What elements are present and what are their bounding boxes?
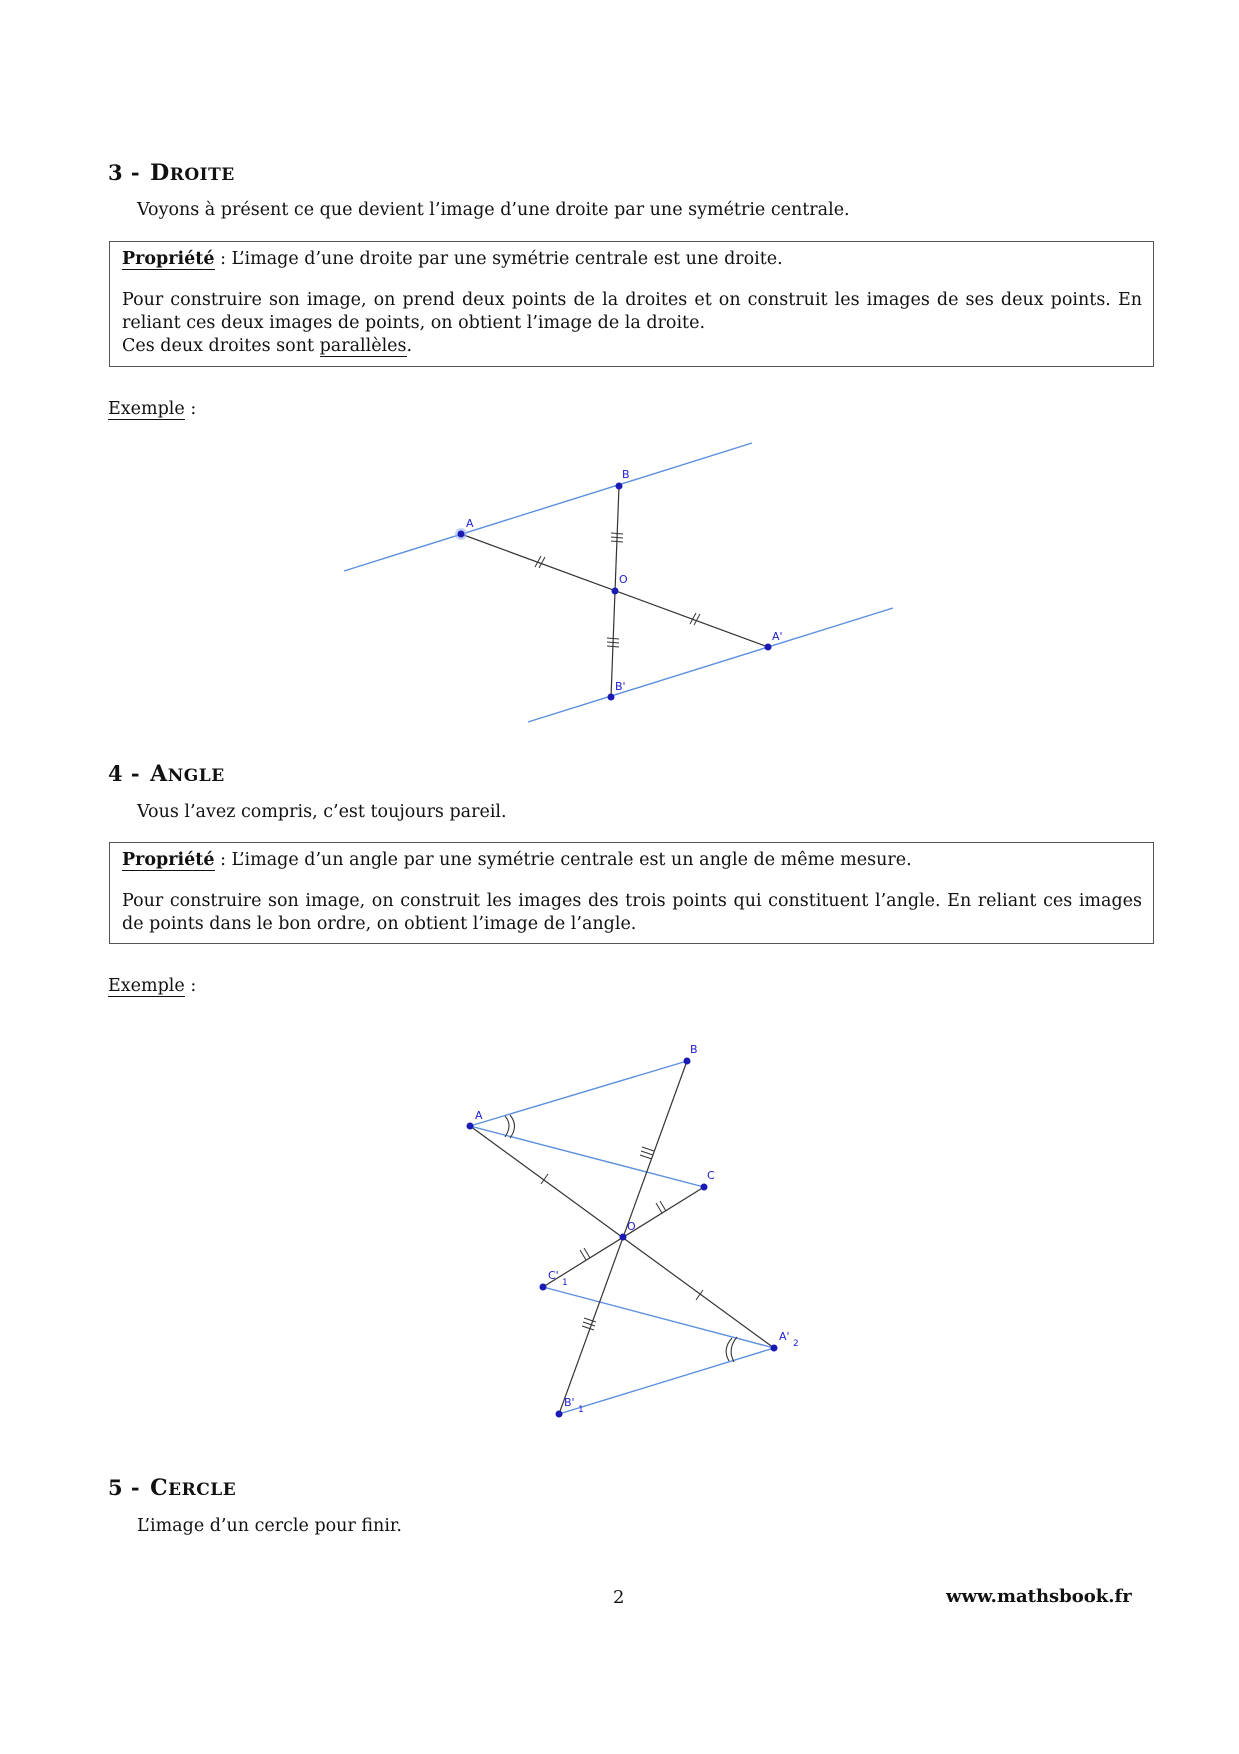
section-4-intro: Vous l’avez compris, c’est toujours pareil. [137, 802, 507, 822]
section-5-title-rest: ERCLE [168, 1480, 237, 1500]
section-4-property-label: Propriété [122, 850, 215, 870]
section-3-example-suffix: : [184, 399, 197, 419]
label-C1-sub: 1 [562, 1278, 568, 1288]
label-A2-sub: 2 [793, 1339, 799, 1349]
section-4-title-initial: A [150, 761, 168, 787]
section-3-number: 3 - [108, 160, 141, 185]
side-AB [470, 1061, 687, 1126]
label-C: C [707, 1169, 715, 1182]
footer-site: www.mathsbook.fr [946, 1586, 1132, 1607]
label-O: O [627, 1220, 636, 1233]
section-4-example-label: Exemple [108, 976, 185, 996]
page-number: 2 [613, 1587, 625, 1608]
label-B1-sub: 1 [578, 1405, 584, 1415]
side-AC [470, 1126, 704, 1187]
point-C [701, 1184, 708, 1191]
section-4-title-rest: NGLE [167, 766, 225, 786]
section-5-intro: L’image d’un cercle pour finir. [137, 1516, 402, 1536]
section-4-number: 4 - [108, 761, 141, 786]
point-A2 [771, 1345, 778, 1352]
point-C1 [540, 1284, 547, 1291]
section-3-parallel-suffix: . [406, 336, 413, 356]
section-5-title [108, 1475, 236, 1501]
section-3-parallel-word: parallèles [319, 336, 407, 356]
section-3-title-initial: D [150, 160, 170, 186]
section-5-number: 5 - [108, 1475, 141, 1500]
section-3-intro: Voyons à présent ce que devient l’image d’une droite par une symétrie centrale. [137, 200, 850, 220]
label-A: A [466, 517, 474, 530]
label-B-prime: B' [615, 680, 626, 693]
section-5-title-initial: C [150, 1475, 169, 1501]
label-B: B [622, 468, 630, 481]
label-C1: C' [548, 1269, 559, 1282]
point-A [467, 1123, 474, 1130]
point-B [684, 1058, 691, 1065]
label-O: O [619, 573, 628, 586]
section-3-parallel-prefix: Ces deux droites sont [122, 336, 320, 356]
label-A2: A' [779, 1330, 790, 1343]
section-3-property-label: Propriété [122, 249, 215, 269]
point-B1 [556, 1411, 563, 1418]
section-4-construction: Pour construire son image, on construit les images des trois points qui constituent l’angle. En reliant ces images de points dans le bon ordre, on obtient l’image de l’angle. [122, 891, 1142, 934]
label-A: A [475, 1109, 483, 1122]
side-A2-B1 [559, 1348, 774, 1414]
section-3-title-rest: ROITE [169, 165, 235, 185]
point-O [620, 1234, 627, 1241]
label-A-prime: A' [772, 630, 783, 643]
section-4-property-text: : L’image d’un angle par une symétrie centrale est un angle de même mesure. [214, 850, 912, 870]
label-B: B [690, 1043, 698, 1056]
section-3-construction: Pour construire son image, on prend deux points de la droites et on construit les images de ses deux points. En reliant ces deux images de points, on obtient l’image de la droite. [122, 290, 1142, 333]
section-3-property-text: : L’image d’une droite par une symétrie centrale est une droite. [214, 249, 783, 269]
section-3-example-label: Exemple [108, 399, 185, 419]
section-4-example-suffix: : [184, 976, 197, 996]
side-A2-C1 [543, 1287, 774, 1348]
label-B1: B' [564, 1396, 575, 1409]
